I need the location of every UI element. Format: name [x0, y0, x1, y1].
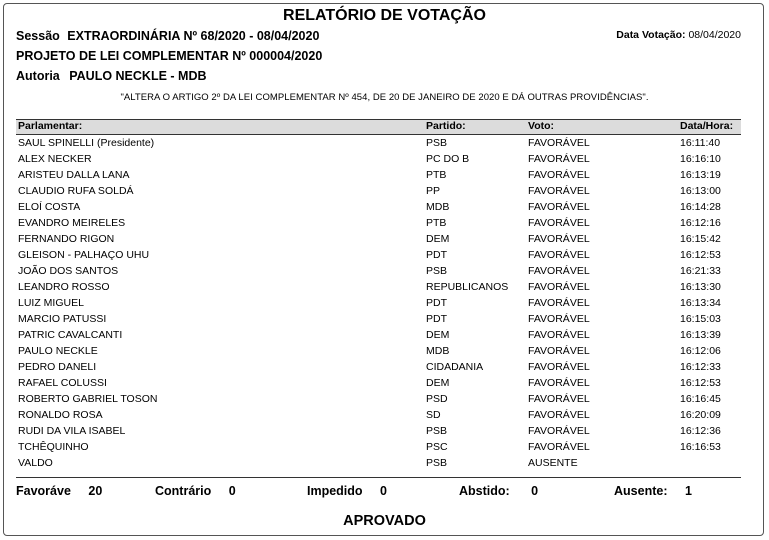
cell-parlamentar: TCHÊQUINHO: [18, 441, 89, 453]
cell-partido: PDT: [426, 297, 447, 309]
cell-partido: CIDADANIA: [426, 361, 484, 373]
vote-date-value: 08/04/2020: [688, 29, 741, 41]
cell-voto: FAVORÁVEL: [528, 313, 590, 325]
cell-data-hora: 16:13:34: [680, 297, 721, 309]
cell-parlamentar: LUIZ MIGUEL: [18, 297, 84, 309]
cell-partido: PTB: [426, 169, 447, 181]
cell-data-hora: 16:12:53: [680, 377, 721, 389]
cell-partido: PSD: [426, 393, 448, 405]
cell-parlamentar: ELOÍ COSTA: [18, 201, 81, 213]
cell-parlamentar: ARISTEU DALLA LANA: [18, 169, 130, 181]
cell-parlamentar: RUDI DA VILA ISABEL: [18, 425, 126, 437]
cell-data-hora: 16:16:53: [680, 441, 721, 453]
table-row: [16, 152, 741, 168]
cell-partido: PC DO B: [426, 153, 470, 165]
cell-partido: DEM: [426, 233, 450, 245]
cell-parlamentar: GLEISON - PALHAÇO UHU: [18, 249, 150, 261]
bill-summary: "ALTERA O ARTIGO 2º DA LEI COMPLEMENTAR Nº 454, DE 20 DE JANEIRO DE 2020 E DÁ OUTRAS PROVIDÊNCIAS".: [120, 92, 649, 103]
cell-parlamentar: MARCIO PATUSSI: [18, 313, 107, 325]
total-abstido: [459, 484, 538, 498]
cell-data-hora: 16:12:16: [680, 217, 721, 229]
cell-voto: AUSENTE: [528, 457, 578, 469]
cell-voto: FAVORÁVEL: [528, 297, 590, 309]
table-row: [16, 168, 741, 184]
table-row: [16, 392, 741, 408]
cell-parlamentar: RAFAEL COLUSSI: [18, 377, 107, 389]
total-contra: [155, 484, 236, 498]
total-favor-label: Favoráve: [16, 484, 71, 498]
total-abstido-label: Abstido:: [459, 484, 510, 498]
cell-partido: DEM: [426, 329, 450, 341]
author-line: [16, 69, 207, 83]
header-data-hora: Data/Hora:: [680, 120, 734, 132]
total-ausente-label: Ausente:: [614, 484, 668, 498]
cell-voto: FAVORÁVEL: [528, 441, 590, 453]
total-ausente-value: 1: [684, 484, 692, 498]
table-row: [16, 200, 741, 216]
table-row: [16, 216, 741, 232]
cell-partido: DEM: [426, 377, 450, 389]
cell-parlamentar: SAUL SPINELLI (Presidente): [18, 137, 155, 149]
cell-voto: FAVORÁVEL: [528, 217, 590, 229]
total-impedido: [307, 484, 387, 498]
cell-voto: FAVORÁVEL: [528, 425, 590, 437]
cell-parlamentar: RONALDO ROSA: [18, 409, 103, 421]
table-row: [16, 280, 741, 296]
cell-data-hora: 16:15:42: [680, 233, 721, 245]
cell-partido: PDT: [426, 313, 447, 325]
cell-data-hora: 16:15:03: [680, 313, 721, 325]
total-abstido-value: 0: [531, 484, 539, 498]
total-impedido-label: Impedido: [307, 484, 363, 498]
cell-partido: PTB: [426, 217, 447, 229]
cell-partido: MDB: [426, 345, 450, 357]
cell-data-hora: 16:16:45: [680, 393, 721, 405]
cell-voto: FAVORÁVEL: [528, 409, 590, 421]
table-row: [16, 264, 741, 280]
table-row: [16, 184, 741, 200]
cell-partido: MDB: [426, 201, 450, 213]
cell-partido: PSB: [426, 137, 448, 149]
cell-voto: FAVORÁVEL: [528, 185, 590, 197]
header-voto: Voto:: [528, 120, 555, 132]
cell-voto: FAVORÁVEL: [528, 153, 590, 165]
table-row: [16, 312, 741, 328]
cell-parlamentar: FERNANDO RIGON: [18, 233, 115, 245]
table-row: [16, 344, 741, 360]
cell-parlamentar: LEANDRO ROSSO: [18, 281, 110, 293]
cell-voto: FAVORÁVEL: [528, 201, 590, 213]
cell-data-hora: 16:13:00: [680, 185, 721, 197]
cell-data-hora: 16:20:09: [680, 409, 721, 421]
cell-data-hora: 16:13:39: [680, 329, 721, 341]
report-title: RELATÓRIO DE VOTAÇÃO: [283, 7, 486, 24]
cell-partido: SD: [426, 409, 441, 421]
cell-data-hora: 16:12:33: [680, 361, 721, 373]
cell-parlamentar: PEDRO DANELI: [18, 361, 97, 373]
cell-data-hora: 16:13:30: [680, 281, 721, 293]
cell-data-hora: 16:13:19: [680, 169, 721, 181]
cell-voto: FAVORÁVEL: [528, 377, 590, 389]
cell-data-hora: 16:16:10: [680, 153, 721, 165]
cell-parlamentar: EVANDRO MEIRELES: [18, 217, 126, 229]
cell-partido: REPUBLICANOS: [426, 281, 509, 293]
cell-data-hora: 16:12:06: [680, 345, 721, 357]
session-value: EXTRAORDINÁRIA Nº 68/2020 - 08/04/2020: [67, 29, 320, 43]
cell-partido: PP: [426, 185, 441, 197]
cell-voto: FAVORÁVEL: [528, 169, 590, 181]
totals-divider: [16, 477, 741, 478]
cell-partido: PSB: [426, 425, 448, 437]
vote-date: [616, 29, 741, 41]
cell-parlamentar: PAULO NECKLE: [18, 345, 98, 357]
cell-partido: PDT: [426, 249, 447, 261]
cell-parlamentar: VALDO: [18, 457, 53, 469]
header-partido: Partido:: [426, 120, 466, 132]
cell-data-hora: 16:14:28: [680, 201, 721, 213]
cell-data-hora: 16:12:53: [680, 249, 721, 261]
cell-voto: FAVORÁVEL: [528, 329, 590, 341]
session-line: [16, 29, 319, 43]
cell-partido: PSC: [426, 441, 448, 453]
cell-voto: FAVORÁVEL: [528, 233, 590, 245]
cell-voto: FAVORÁVEL: [528, 137, 590, 149]
table-header: [16, 119, 741, 135]
table-row: [16, 440, 741, 456]
table-row: [16, 248, 741, 264]
cell-parlamentar: JOÃO DOS SANTOS: [18, 265, 119, 277]
cell-voto: FAVORÁVEL: [528, 361, 590, 373]
cell-partido: PSB: [426, 265, 448, 277]
cell-partido: PSB: [426, 457, 448, 469]
cell-voto: FAVORÁVEL: [528, 281, 590, 293]
total-contra-value: 0: [228, 484, 236, 498]
votes-table: [16, 136, 741, 472]
table-row: [16, 232, 741, 248]
table-row: [16, 296, 741, 312]
author-label: Autoria: [16, 69, 60, 83]
table-row: [16, 136, 741, 152]
table-row: [16, 328, 741, 344]
table-row: [16, 424, 741, 440]
cell-voto: FAVORÁVEL: [528, 393, 590, 405]
author-value: PAULO NECKLE - MDB: [69, 69, 207, 83]
total-impedido-value: 0: [380, 484, 387, 498]
project-title: PROJETO DE LEI COMPLEMENTAR Nº 000004/2020: [16, 49, 323, 63]
vote-result: APROVADO: [343, 513, 426, 529]
header-parlamentar: Parlamentar:: [18, 120, 83, 132]
cell-data-hora: 16:21:33: [680, 265, 721, 277]
cell-voto: FAVORÁVEL: [528, 265, 590, 277]
cell-parlamentar: ALEX NECKER: [18, 153, 92, 165]
cell-parlamentar: ROBERTO GABRIEL TOSON: [18, 393, 158, 405]
session-label: Sessão: [16, 29, 60, 43]
cell-voto: FAVORÁVEL: [528, 249, 590, 261]
vote-date-label: Data Votação:: [616, 29, 686, 41]
total-contra-label: Contrário: [155, 484, 212, 498]
table-row: [16, 456, 741, 472]
total-ausente: [614, 484, 692, 498]
total-favor-value: 20: [88, 484, 103, 498]
table-row: [16, 360, 741, 376]
cell-data-hora: 16:11:40: [680, 137, 721, 149]
cell-voto: FAVORÁVEL: [528, 345, 590, 357]
cell-data-hora: 16:12:36: [680, 425, 721, 437]
total-favor: [16, 484, 102, 498]
cell-parlamentar: CLAUDIO RUFA SOLDÁ: [18, 185, 134, 197]
table-row: [16, 376, 741, 392]
cell-parlamentar: PATRIC CAVALCANTI: [18, 329, 123, 341]
table-row: [16, 408, 741, 424]
